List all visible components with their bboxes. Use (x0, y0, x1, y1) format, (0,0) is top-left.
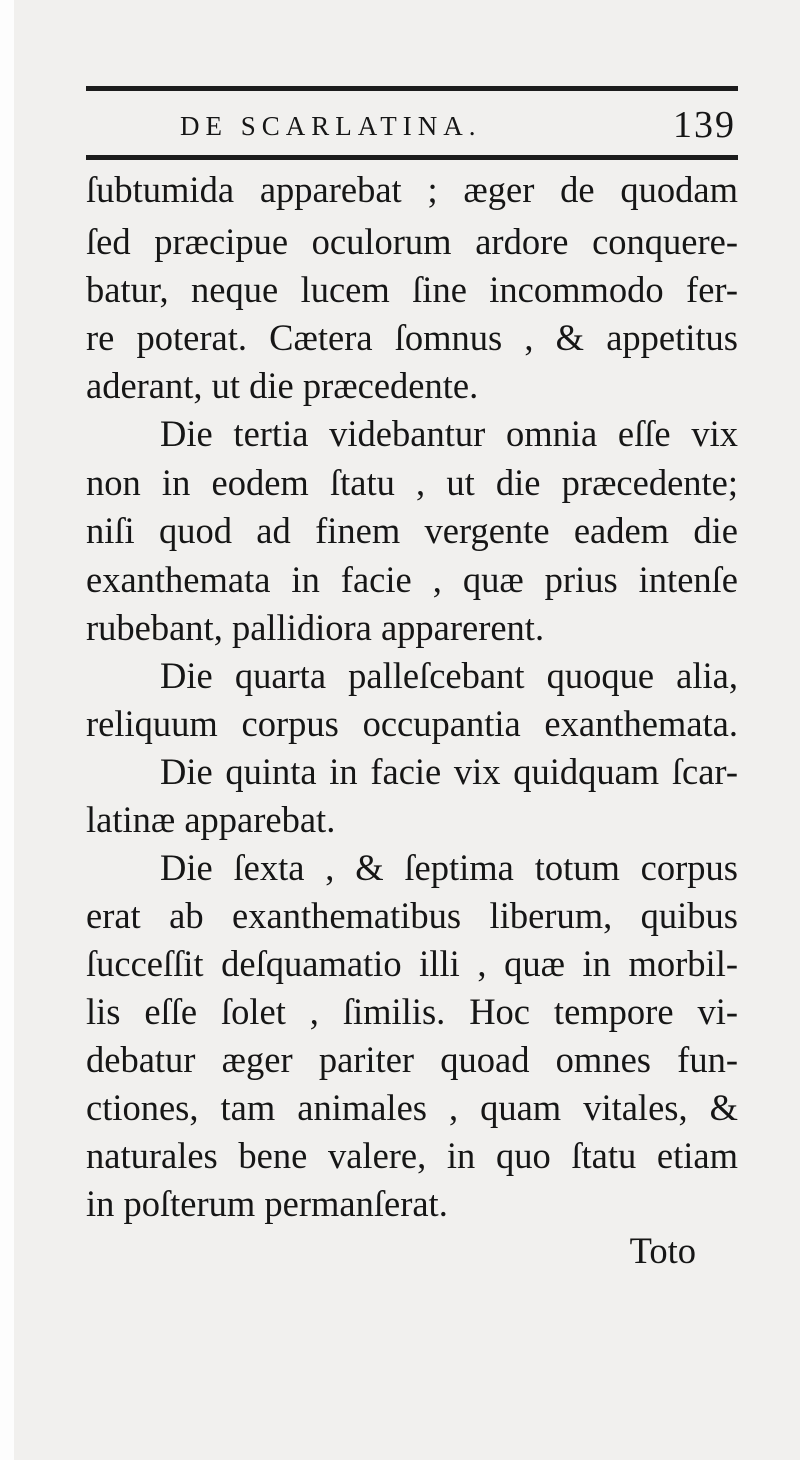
text-line: re poterat. Cætera ſomnus , & appetitus (86, 317, 738, 358)
paragraph-start-line: Die tertia videbantur omnia eſſe vix (160, 413, 738, 454)
header-rule-bottom (86, 155, 738, 160)
page-edge-shadow (0, 0, 14, 1460)
text-line: ſubtumida apparebat ; æger de quodam (86, 169, 738, 210)
text-line: ctiones, tam animales , quam vitales, & (86, 1087, 738, 1128)
text-line: ſed præcipue oculorum ardore conquere- (86, 221, 738, 262)
text-line: rubebant, pallidiora apparerent. (86, 607, 545, 648)
text-line: erat ab exanthematibus liberum, quibus (86, 895, 738, 936)
paragraph-start-line: Die ſexta , & ſeptima totum corpus (160, 847, 738, 888)
text-line: exanthemata in facie , quæ prius intenſe (86, 559, 738, 600)
text-line: debatur æger pariter quoad omnes fun- (86, 1039, 738, 1080)
text-line: lis eſſe ſolet , ſimilis. Hoc tempore vi- (86, 991, 738, 1032)
paragraph-start-line: Die quarta palleſcebant quoque alia, (160, 655, 738, 696)
text-line: aderant, ut die præcedente. (86, 365, 479, 406)
text-line: niſi quod ad finem vergente eadem die (86, 510, 738, 551)
text-line: in poſterum permanſerat. (86, 1183, 448, 1224)
catchword: Toto (629, 1230, 696, 1271)
header-rule-top (86, 86, 738, 91)
text-line: reliquum corpus occupantia exanthemata. (86, 703, 738, 744)
text-line: batur, neque lucem ſine incommodo fer- (86, 269, 738, 310)
page-number: 139 (673, 104, 736, 146)
text-line: ſucceſſit deſquamatio illi , quæ in morbil- (86, 943, 738, 984)
running-head: DE SCARLATINA. (180, 111, 482, 141)
text-line: latinæ apparebat. (86, 799, 336, 840)
paragraph-start-line: Die quinta in facie vix quidquam ſcar- (160, 751, 738, 792)
text-line: non in eodem ſtatu , ut die præcedente; (86, 462, 738, 503)
text-line: naturales bene valere, in quo ſtatu etiam (86, 1135, 738, 1176)
